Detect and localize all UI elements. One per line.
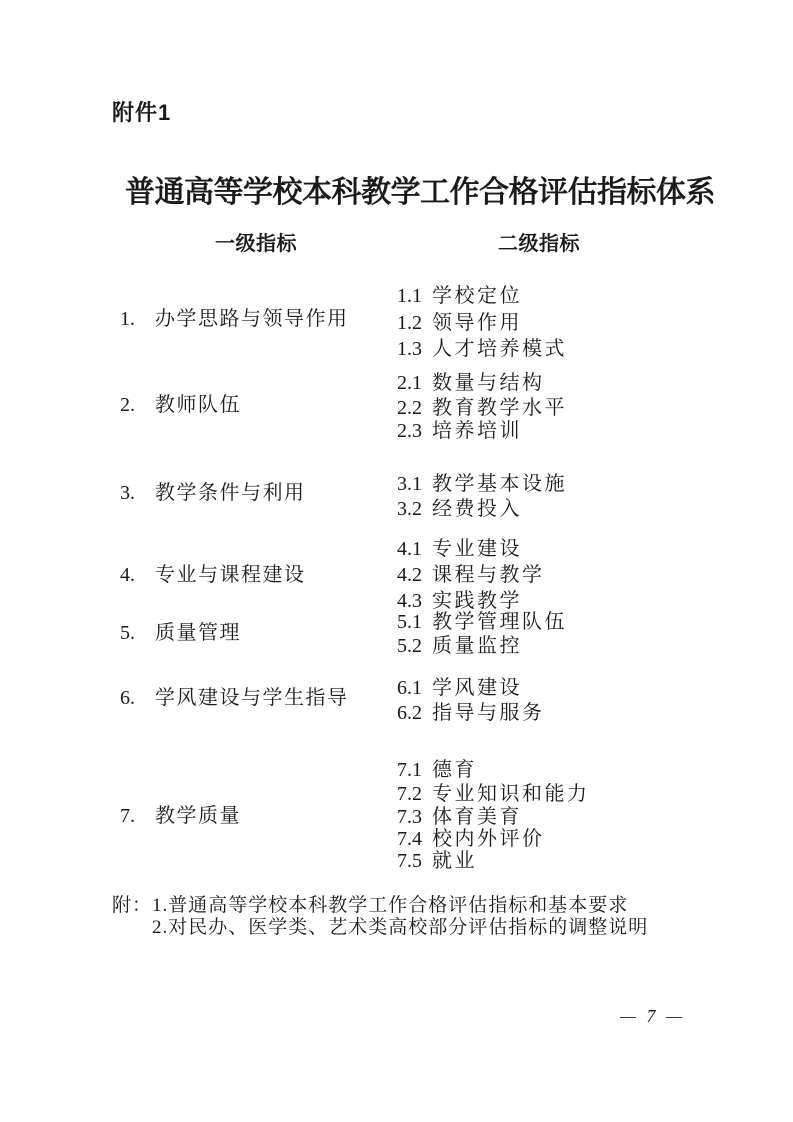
level2-number: 2.2 <box>397 397 422 419</box>
level2-name: 培养培训 <box>432 420 522 442</box>
level2-number: 3.1 <box>397 473 422 495</box>
level2-number: 4.2 <box>397 564 422 586</box>
level1-number: 6. <box>120 687 135 709</box>
level1-name: 办学思路与领导作用 <box>155 308 349 330</box>
level2-name: 就业 <box>432 850 477 872</box>
level2-number: 4.3 <box>397 590 422 612</box>
level1-name: 教学条件与利用 <box>155 482 306 504</box>
level1-item-1 <box>120 307 349 331</box>
level2-item-4-2 <box>397 563 545 587</box>
level2-number: 7.1 <box>397 759 422 781</box>
level2-item-7-1 <box>397 758 477 782</box>
level2-number: 6.1 <box>397 677 422 699</box>
level1-item-4 <box>120 563 306 587</box>
level1-item-3 <box>120 481 306 505</box>
level2-item-4-1 <box>397 537 522 561</box>
level2-number: 2.3 <box>397 420 422 442</box>
level2-item-2-3 <box>397 419 522 443</box>
note-label: 附： <box>112 895 153 916</box>
note-item-1: 1.普通高等学校本科教学工作合格评估指标和基本要求 <box>152 895 629 916</box>
note-line-1 <box>112 895 648 917</box>
note-item-2: 2.对民办、医学类、艺术类高校部分评估指标的调整说明 <box>152 917 649 938</box>
level2-name: 学风建设 <box>432 677 522 699</box>
level2-name: 经费投入 <box>432 498 522 520</box>
level2-number: 1.2 <box>397 312 422 334</box>
appendix-notes <box>112 895 648 939</box>
level2-item-1-2 <box>397 311 522 335</box>
level2-name: 校内外评价 <box>432 828 545 850</box>
level2-item-6-2 <box>397 701 545 725</box>
level2-name: 教学基本设施 <box>432 473 567 495</box>
column-header-level1: 一级指标 <box>215 233 297 255</box>
level2-name: 教学管理队伍 <box>432 611 567 633</box>
level2-item-1-3 <box>397 337 567 361</box>
level2-name: 专业建设 <box>432 538 522 560</box>
level2-name: 专业知识和能力 <box>432 783 590 805</box>
level2-item-3-1 <box>397 472 567 496</box>
level1-number: 5. <box>120 622 135 644</box>
level2-item-7-5 <box>397 849 477 873</box>
level1-number: 1. <box>120 308 135 330</box>
level2-item-5-2 <box>397 634 522 658</box>
level2-number: 7.3 <box>397 806 422 828</box>
level1-item-7 <box>120 804 241 828</box>
level2-name: 德育 <box>432 759 477 781</box>
level2-item-1-1 <box>397 284 522 308</box>
level2-number: 3.2 <box>397 498 422 520</box>
level2-name: 人才培养模式 <box>432 338 567 360</box>
level2-name: 领导作用 <box>432 312 522 334</box>
level1-name: 专业与课程建设 <box>155 564 306 586</box>
level2-name: 质量监控 <box>432 635 522 657</box>
level2-number: 7.2 <box>397 783 422 805</box>
level1-number: 2. <box>120 394 135 416</box>
level2-item-3-2 <box>397 497 522 521</box>
page-number: — 7 — <box>620 1006 686 1026</box>
level2-number: 5.1 <box>397 611 422 633</box>
level2-item-7-3 <box>397 805 522 829</box>
level1-item-2 <box>120 393 241 417</box>
level2-number: 2.1 <box>397 372 422 394</box>
level2-number: 7.5 <box>397 850 422 872</box>
level2-item-7-4 <box>397 827 545 851</box>
level1-name: 教师队伍 <box>155 394 241 416</box>
level1-name: 质量管理 <box>155 622 241 644</box>
level1-number: 7. <box>120 805 135 827</box>
attachment-label: 附件1 <box>112 100 172 125</box>
level2-number: 1.3 <box>397 338 422 360</box>
level1-item-6 <box>120 686 349 710</box>
level2-item-2-2 <box>397 396 567 420</box>
level2-number: 5.2 <box>397 635 422 657</box>
level2-name: 教育教学水平 <box>432 397 567 419</box>
level2-item-5-1 <box>397 610 567 634</box>
level2-number: 7.4 <box>397 828 422 850</box>
level2-name: 指导与服务 <box>432 702 545 724</box>
level2-name: 体育美育 <box>432 806 522 828</box>
note-line-2 <box>152 917 648 939</box>
level1-number: 3. <box>120 482 135 504</box>
level2-item-2-1 <box>397 371 545 395</box>
level2-number: 1.1 <box>397 285 422 307</box>
level2-name: 实践教学 <box>432 590 522 612</box>
level2-name: 数量与结构 <box>432 372 545 394</box>
level2-number: 6.2 <box>397 702 422 724</box>
level1-name: 教学质量 <box>155 805 241 827</box>
level1-number: 4. <box>120 564 135 586</box>
level1-item-5 <box>120 621 241 645</box>
level2-item-6-1 <box>397 676 522 700</box>
column-header-level2: 二级指标 <box>498 233 580 255</box>
level1-name: 学风建设与学生指导 <box>155 687 349 709</box>
level2-name: 学校定位 <box>432 285 522 307</box>
level2-name: 课程与教学 <box>432 564 545 586</box>
document-title: 普通高等学校本科教学工作合格评估指标体系 <box>125 176 715 209</box>
level2-number: 4.1 <box>397 538 422 560</box>
level2-item-7-2 <box>397 782 590 806</box>
